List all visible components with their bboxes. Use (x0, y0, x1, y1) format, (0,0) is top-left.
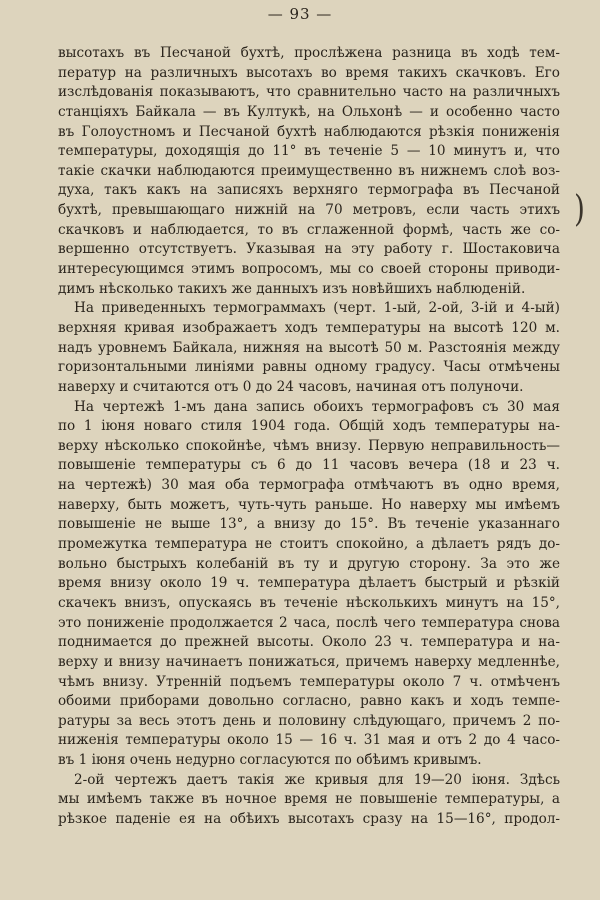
text-line: ратуры за весь этотъ день и половину слѣдующаго, причемъ 2 по- (58, 712, 560, 729)
text-line: по 1 іюня новаго стиля 1904 года. Общій ходъ температуры на- (58, 418, 560, 435)
text-line: духа, такъ какъ на записяхъ верхняго термографа въ Песчаной (58, 182, 560, 199)
text-line: 2-ой чертежъ даетъ такія же кривыя для 19—20 іюня. Здѣсь (74, 771, 560, 788)
text-line: высотахъ въ Песчаной бухтѣ, прослѣжена разница въ ходѣ тем- (58, 45, 560, 61)
text-line: димъ нѣсколько такихъ же данныхъ изъ новѣйшихъ наблюденій. (58, 280, 526, 297)
text-line: вольно быстрыхъ колебаній въ ту и другую сторону. За это же (58, 555, 560, 572)
text-line: обоими приборами довольно согласно, равно какъ и ходъ темпе- (58, 693, 560, 710)
text-line: въ Голоустномъ и Песчаной бухтѣ наблюдаются рѣзкія пониженія (58, 123, 560, 140)
text-line: вершенно отсутствуетъ. Указывая на эту работу г. Шостаковича (58, 241, 560, 258)
text-line: въ 1 іюня очень недурно согласуются по обѣимъ кривымъ. (58, 752, 482, 769)
text-line: ниженія температуры около 15 — 16 ч. 31 мая и отъ 2 до 4 часо- (58, 732, 560, 749)
margin-bracket-mark: ) (574, 187, 585, 230)
text-line: скачковъ и наблюдается, то въ сглаженной формѣ, часть же со- (58, 221, 560, 238)
text-line: на чертежѣ) 30 мая оба термографа отмѣчаютъ въ одно время, (58, 477, 560, 494)
text-line: промежутка температура не стоитъ спокойно, а дѣлаетъ рядъ до- (58, 536, 560, 553)
page-number: — 93 — (267, 5, 333, 23)
text-line: станціяхъ Байкала — въ Култукѣ, на Ольхонѣ — и особенно часто (58, 103, 560, 120)
text-line: верху и внизу начинаетъ понижаться, причемъ наверху медленнѣе, (58, 653, 560, 670)
text-line: На приведенныхъ термограммахъ (черт. 1-ый, 2-ой, 3-ій и 4-ый) (74, 300, 560, 317)
text-line: На чертежѣ 1-мъ дана запись обоихъ термографовъ съ 30 мая (74, 398, 560, 415)
text-line: скачекъ внизъ, опускаясь въ теченіе нѣсколькихъ минутъ на 15°, (58, 594, 560, 611)
text-line: ператур на различныхъ высотахъ во время такихъ скачковъ. Его (58, 64, 560, 81)
text-line: время внизу около 19 ч. температура дѣлаетъ быстрый и рѣзкій (58, 575, 560, 592)
text-line: это пониженіе продолжается 2 часа, послѣ чего температура снова (58, 614, 560, 631)
text-line: поднимается до прежней высоты. Около 23 ч. температура и на- (58, 634, 560, 651)
text-line: горизонтальными линіями равны одному градусу. Часы отмѣчены (58, 359, 560, 376)
text-line: изслѣдованія показываютъ, что сравнительно часто на различныхъ (58, 84, 560, 101)
text-line: интересующимся этимъ вопросомъ, мы со своей стороны приводи- (58, 261, 560, 278)
body-text (58, 44, 560, 830)
text-line: верхняя кривая изображаетъ ходъ температуры на высотѣ 120 м. (58, 319, 560, 336)
text-line: такіе скачки наблюдаются преимущественно въ нижнемъ слоѣ воз- (58, 162, 560, 179)
text-line: чѣмъ внизу. Утренній подъемъ температуры около 7 ч. отмѣченъ (58, 673, 560, 690)
text-line: надъ уровнемъ Байкала, нижняя на высотѣ 50 м. Разстоянія между (58, 339, 560, 356)
text-line: верху нѣсколько спокойнѣе, чѣмъ внизу. Первую неправильность— (58, 437, 560, 454)
text-line: рѣзкое паденіе ея на обѣихъ высотахъ сразу на 15—16°, продол- (58, 810, 560, 827)
text-line: наверху, быть можетъ, чуть-чуть раньше. Но наверху мы имѣемъ (58, 496, 560, 513)
text-line: наверху и считаются отъ 0 до 24 часовъ, начиная отъ полуночи. (58, 378, 524, 395)
text-line: повышеніе не выше 13°, а внизу до 15°. Въ теченіе указаннаго (58, 516, 560, 533)
text-line: температуры, доходящія до 11° въ теченіе 5 — 10 минутъ и, что (58, 143, 560, 160)
text-line: бухтѣ, превышающаго нижній на 70 метровъ, если часть этихъ (58, 202, 560, 219)
text-line: повышеніе температуры съ 6 до 11 часовъ вечера (18 и 23 ч. (58, 457, 560, 474)
text-line: мы имѣемъ также въ ночное время не повышеніе температуры, а (58, 791, 560, 808)
